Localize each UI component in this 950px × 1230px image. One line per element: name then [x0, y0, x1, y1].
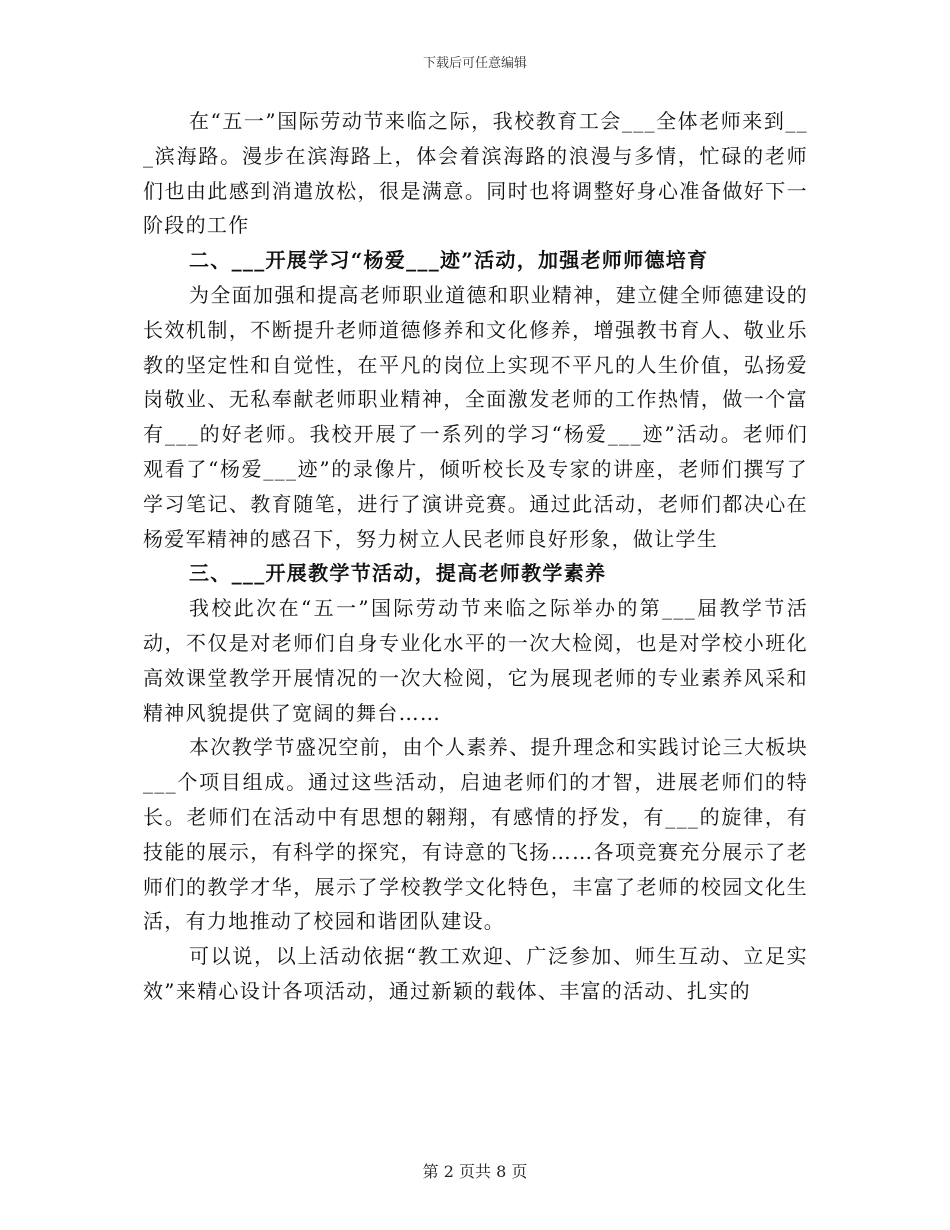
- section-heading-two: 二、___开展学习“杨爱___迹”活动，加强老师师德培育: [189, 248, 709, 273]
- page-footer: 第 2 页共 8 页: [422, 1162, 528, 1181]
- paragraph-festival-activities: 本次教学节盛况空前，由个人素养、提升理念和实践讨论三大板块___个项目组成。通过这些活动，启迪老师们的才智，进展老师们的特长。老师们在活动中有思想的翱翔，有感情的抒发，有___的旋律，有技能的展示，有科学的探究，有诗意的飞扬……各项竞赛充分展示了老师们的教学才华，展示了学校教学文化特色，丰富了老师的校园文化生活，有力地推动了校园和谐团队建设。: [143, 735, 808, 934]
- page-header: 下载后可任意编辑: [422, 56, 527, 71]
- section-heading-three: 三、___开展教学节活动，提高老师教学素养: [189, 561, 607, 586]
- paragraph-labor-day-outing: 在“五一”国际劳动节来临之际，我校教育工会___全体老师来到___滨海路。漫步在滨海路上，体会着滨海路的浪漫与多情，忙碌的老师们也由此感到消遣放松，很是满意。同时也将调整好身心准备做好下一阶段的工作: [143, 109, 808, 238]
- paragraph-teaching-festival: 我校此次在“五一”国际劳动节来临之际举办的第___届教学节活动，不仅是对老师们自身专业化水平的一次大检阅，也是对学校小班化高效课堂教学开展情况的一次大检阅，它为展现老师的专业素养风采和精神风貌提供了宽阔的舞台……: [143, 596, 808, 725]
- paragraph-teacher-ethics: 为全面加强和提高老师职业道德和职业精神，建立健全师德建设的长效机制，不断提升老师道德修养和文化修养，增强教书育人、敬业乐教的坚定性和自觉性，在平凡的岗位上实现不平凡的人生价值，弘扬爱岗敬业、无私奉献老师职业精神，全面激发老师的工作热情，做一个富有___的好老师。我校开展了一系列的学习“杨爱___迹”活动。老师们观看了“杨爱___迹”的录像片，倾听校长及专家的讲座，老师们撰写了学习笔记、教育随笔，进行了演讲竞赛。通过此活动，老师们都决心在杨爱军精神的感召下，努力树立人民老师良好形象，做让学生: [143, 282, 808, 551]
- paragraph-summary: 可以说，以上活动依据“教工欢迎、广泛参加、师生互动、立足实效”来精心设计各项活动，通过新颖的载体、丰富的活动、扎实的: [143, 944, 808, 1003]
- document-body: [143, 104, 808, 1009]
